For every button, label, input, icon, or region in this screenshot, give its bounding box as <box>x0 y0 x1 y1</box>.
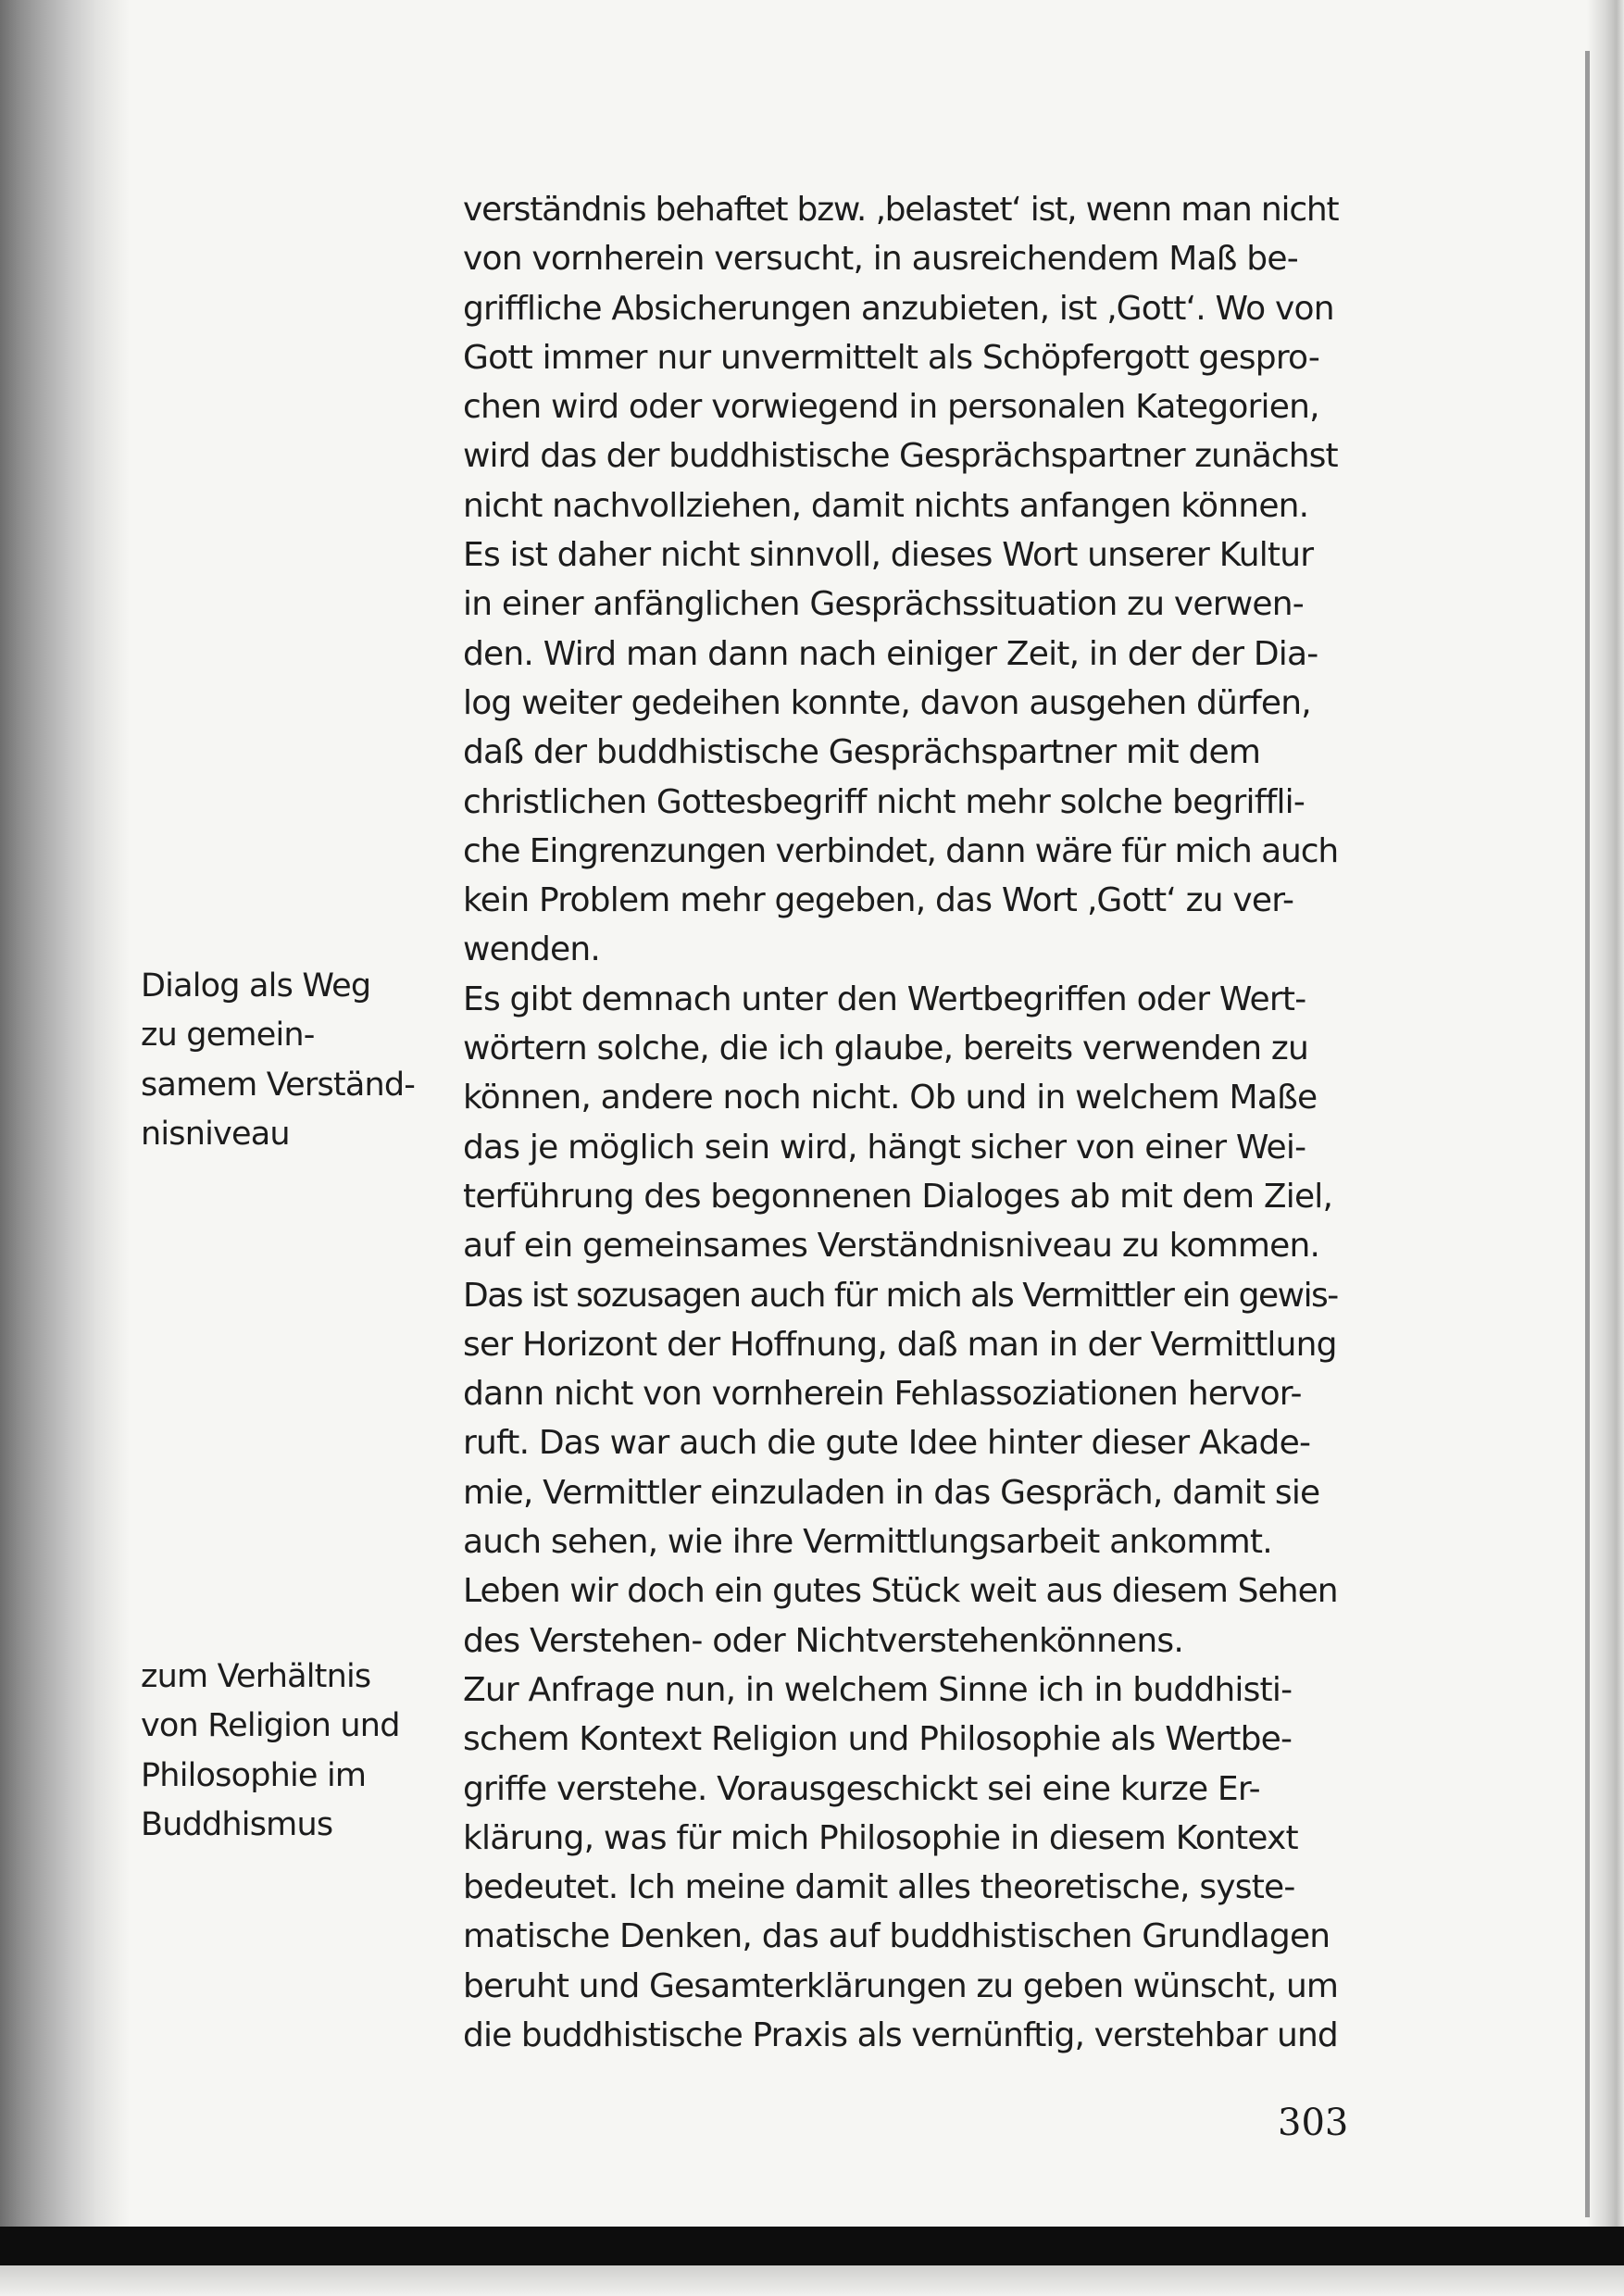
text-line: die buddhistische Praxis als vernünftig, verstehbar und <box>463 2015 1338 2054</box>
text-line: auch sehen, wie ihre Vermittlungsarbeit ankommt. <box>463 1523 1272 1562</box>
text-line: kein Problem mehr gegeben, das Wort ‚Gott‘ zu ver- <box>463 881 1294 920</box>
scan-bottom-strip <box>0 2265 1624 2296</box>
text-line: des Verstehen- oder Nichtverstehenkönnens. <box>463 1621 1183 1660</box>
margin-note-line: Philosophie im <box>141 1756 367 1794</box>
margin-note-line: Buddhismus <box>141 1805 333 1843</box>
text-line: das je möglich sein wird, hängt sicher von einer Wei- <box>463 1128 1306 1167</box>
page-number: 303 <box>1278 2102 1349 2144</box>
text-line: können, andere noch nicht. Ob und in welchem Maße <box>463 1079 1318 1117</box>
text-line: christlichen Gottesbegriff nicht mehr solche begriffli- <box>463 782 1305 821</box>
scan-bottom-band <box>0 2227 1624 2265</box>
main-text-column <box>463 185 1338 2060</box>
text-line: Gott immer nur unvermittelt als Schöpfergott gespro- <box>463 338 1320 377</box>
text-line: ruft. Das war auch die gute Idee hinter dieser Akade- <box>463 1424 1311 1463</box>
margin-note-line: zum Verhältnis <box>141 1658 371 1695</box>
text-line: che Eingrenzungen verbindet, dann wäre für mich auch <box>463 831 1339 870</box>
text-line: chen wird oder vorwiegend in personalen Kategorien, <box>463 388 1319 427</box>
text-line: daß der buddhistische Gesprächspartner mit dem <box>463 733 1261 772</box>
margin-note-dialog <box>141 962 428 1159</box>
text-line: Es gibt demnach unter den Wertbegriffen oder Wert- <box>463 980 1306 1018</box>
text-line: wird das der buddhistische Gesprächspartner zunächst <box>463 437 1338 476</box>
text-line: matische Denken, das auf buddhistischen Grundlagen <box>463 1917 1330 1956</box>
margin-note-line: zu gemein- <box>141 1017 315 1054</box>
text-line: Das ist sozusagen auch für mich als Vermittler ein gewis- <box>463 1276 1338 1315</box>
text-line: Zur Anfrage nun, in welchem Sinne ich in buddhisti- <box>463 1670 1293 1709</box>
text-line: schem Kontext Religion und Philosophie als Wertbe- <box>463 1720 1293 1759</box>
scan-right-edge <box>1587 0 1624 2296</box>
text-line: in einer anfänglichen Gesprächssituation zu verwen- <box>463 585 1304 624</box>
margin-note-line: samem Verständ- <box>141 1066 416 1104</box>
text-line: dann nicht von vornherein Fehlassoziationen hervor- <box>463 1375 1302 1414</box>
text-line: terführung des begonnenen Dialoges ab mit dem Ziel, <box>463 1177 1333 1216</box>
text-line: verständnis behaftet bzw. ‚belastet‘ ist, wenn man nicht <box>463 191 1339 229</box>
text-line: den. Wird man dann nach einiger Zeit, in der der Dia- <box>463 634 1318 673</box>
text-line: mie, Vermittler einzuladen in das Gespräch, damit sie <box>463 1473 1320 1512</box>
text-line: griffliche Absicherungen anzubieten, ist ‚Gott‘. Wo von <box>463 289 1334 328</box>
margin-note-line: von Religion und <box>141 1707 400 1745</box>
margin-note-religion <box>141 1653 428 1850</box>
text-line: klärung, was für mich Philosophie in diesem Kontext <box>463 1818 1298 1857</box>
text-line: beruht und Gesamterklärungen zu geben wünscht, um <box>463 1966 1339 2005</box>
scan-binding-shadow <box>0 0 130 2296</box>
text-line: bedeutet. Ich meine damit alles theoretische, syste- <box>463 1868 1295 1907</box>
text-line: Leben wir doch ein gutes Stück weit aus diesem Sehen <box>463 1572 1338 1611</box>
text-line: Es ist daher nicht sinnvoll, dieses Wort unserer Kultur <box>463 536 1314 575</box>
text-line: wörtern solche, die ich glaube, bereits verwenden zu <box>463 1029 1309 1068</box>
margin-note-line: Dialog als Weg <box>141 967 371 1004</box>
margin-note-line: nisniveau <box>141 1115 290 1153</box>
text-line: wenden. <box>463 930 601 969</box>
text-line: log weiter gedeihen konnte, davon ausgehen dürfen, <box>463 683 1311 722</box>
text-line: nicht nachvollziehen, damit nichts anfangen können. <box>463 486 1309 525</box>
scan-right-line <box>1585 51 1590 2217</box>
text-line: griffe verstehe. Vorausgeschickt sei eine kurze Er- <box>463 1769 1260 1808</box>
text-line: auf ein gemeinsames Verständnisniveau zu kommen. <box>463 1227 1320 1266</box>
text-line: von vornherein versucht, in ausreichendem Maß be- <box>463 240 1298 279</box>
text-line: ser Horizont der Hoffnung, daß man in der Vermittlung <box>463 1325 1337 1364</box>
